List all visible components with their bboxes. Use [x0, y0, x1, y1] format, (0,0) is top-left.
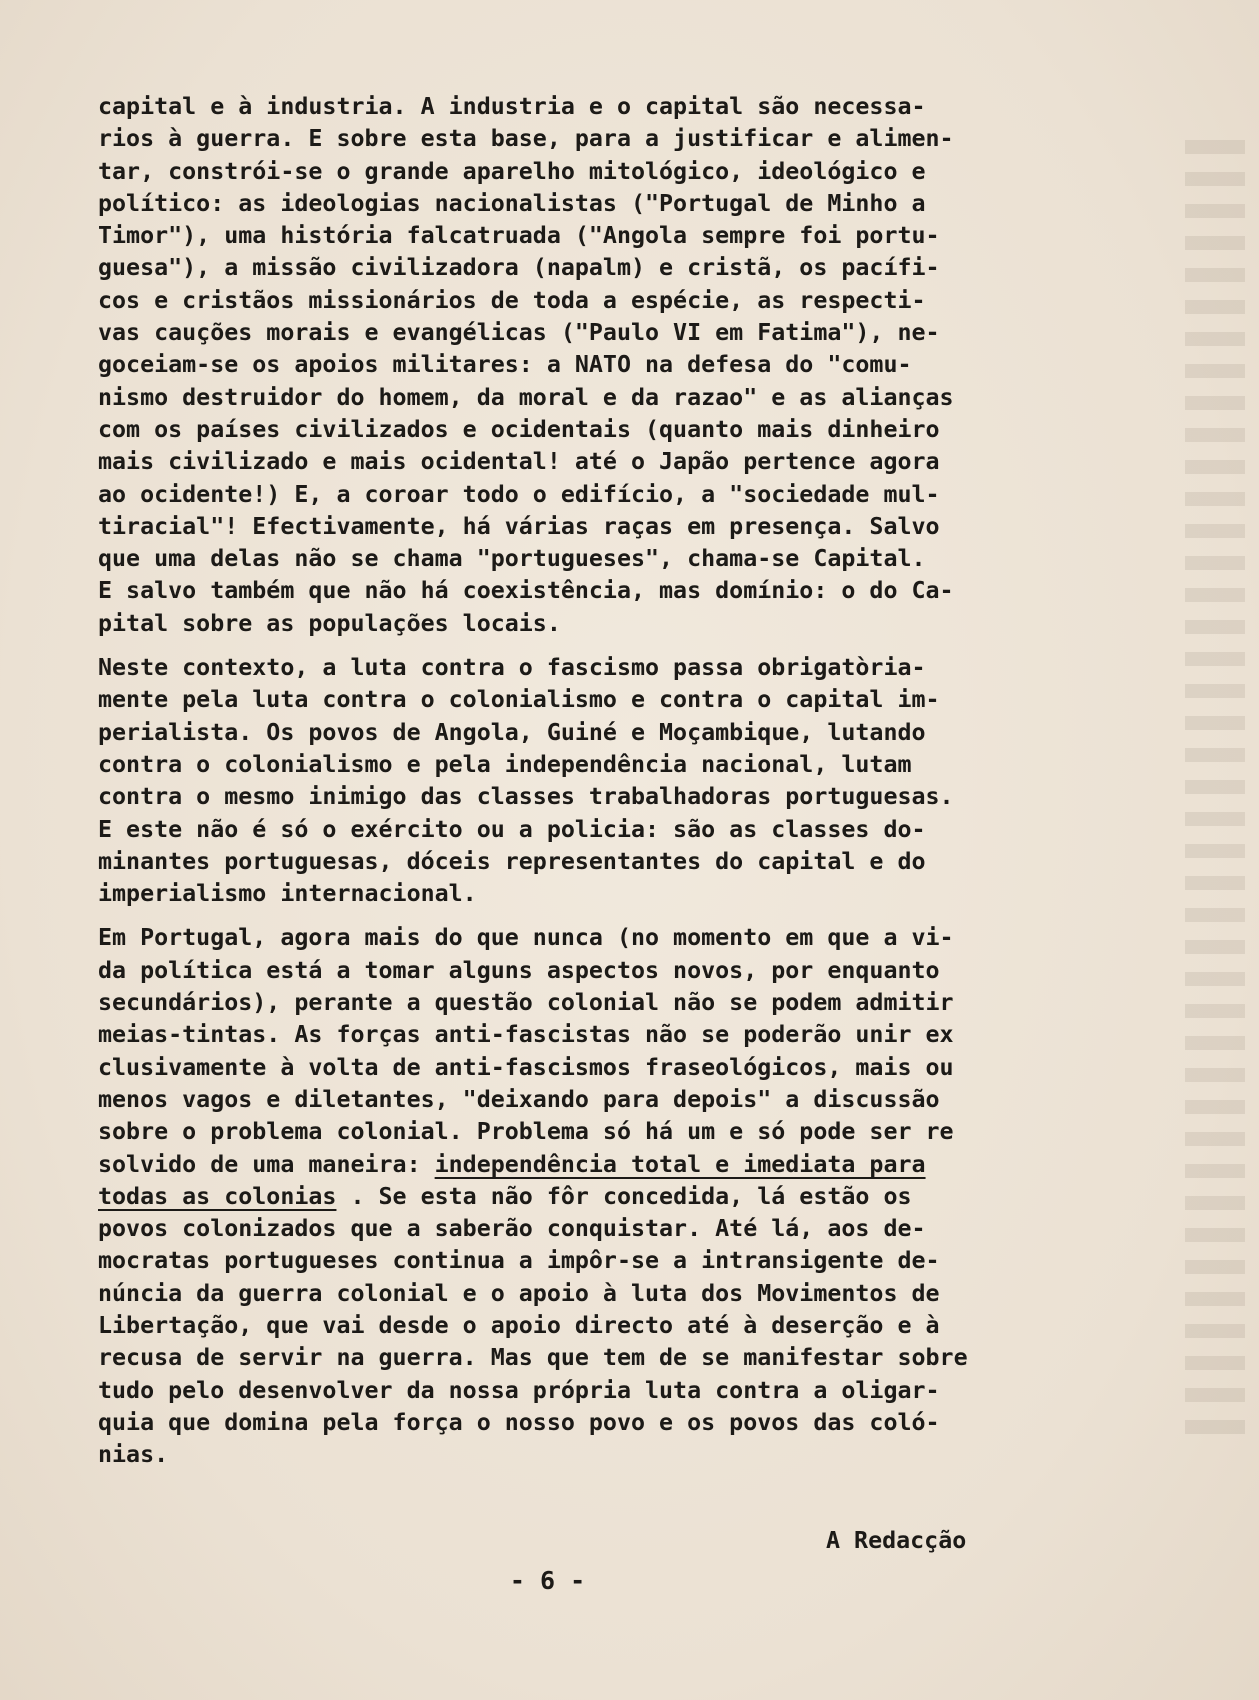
text-line: político: as ideologias nacionalistas ("Portugal de Minho a [98, 189, 926, 217]
text-line: imperialismo internacional. [98, 880, 477, 908]
text-line: que uma delas não se chama "portugueses", chama-se Capital. [98, 545, 926, 573]
text-line: quia que domina pela força o nosso povo e os povos das coló- [98, 1408, 940, 1436]
text-line: clusivamente à volta de anti-fascismos fraseológicos, mais ou [98, 1053, 954, 1081]
text-line: núncia da guerra colonial e o apoio à luta dos Movimentos de [98, 1279, 940, 1307]
text-line: E este não é só o exército ou a policia: são as classes do- [98, 815, 926, 843]
text-line: Neste contexto, a luta contra o fascismo passa obrigatòria- [98, 654, 926, 682]
text-line: Libertação, que vai desde o apoio directo até à deserção e à [98, 1311, 940, 1339]
text-line [98, 1181, 1128, 1213]
text-line: rios à guerra. E sobre esta base, para a justificar e alimen- [98, 125, 954, 153]
paragraph-2 [98, 652, 1128, 910]
text-line [98, 1149, 1128, 1181]
article-body [98, 91, 1128, 1471]
text-line: Timor"), uma história falcatruada ("Angola sempre foi portu- [98, 222, 940, 250]
underlined-phrase: independência total e imediata para [434, 1150, 926, 1178]
text-line: cos e cristãos missionários de toda a espécie, as respecti- [98, 286, 926, 314]
paragraph-3 [98, 922, 1128, 1471]
signature: A Redacção [826, 1527, 967, 1554]
bleed-through-text [1185, 140, 1245, 1440]
text-line: goceiam-se os apoios militares: a NATO na defesa do "comu- [98, 351, 912, 379]
text-line: mais civilizado e mais ocidental! até o Japão pertence agora [98, 448, 940, 476]
text-line: guesa"), a missão civilizadora (napalm) e cristã, os pacífi- [98, 254, 940, 282]
text-line: E salvo também que não há coexistência, mas domínio: o do Ca- [98, 577, 954, 605]
text-line: sobre o problema colonial. Problema só há um e só pode ser re [98, 1118, 954, 1146]
text-line: da política está a tomar alguns aspectos novos, por enquanto [98, 956, 940, 984]
text-line: mente pela luta contra o colonialismo e contra o capital im- [98, 686, 940, 714]
text-line: com os países civilizados e ocidentais (quanto mais dinheiro [98, 415, 940, 443]
text-line: minantes portuguesas, dóceis representantes do capital e do [98, 847, 926, 875]
text-line: capital e à industria. A industria e o capital são necessa- [98, 93, 926, 120]
text-line: contra o colonialismo e pela independência nacional, lutam [98, 750, 912, 778]
text-line: secundários), perante a questão colonial não se podem admitir [98, 989, 954, 1017]
text-line: meias-tintas. As forças anti-fascistas não se poderão unir ex [98, 1021, 954, 1049]
text-line: menos vagos e diletantes, "deixando para depois" a discussão [98, 1085, 940, 1113]
page-number: - 6 - [509, 1566, 586, 1595]
paragraph-1 [98, 91, 1128, 640]
text-line: tar, constrói-se o grande aparelho mitológico, ideológico e [98, 157, 926, 185]
text-line: mocratas portugueses continua a impôr-se a intransigente de- [98, 1247, 940, 1275]
text-line: tudo pelo desenvolver da nossa própria luta contra a oligar- [98, 1376, 940, 1404]
underlined-phrase: todas as colonias [98, 1182, 337, 1210]
text-line: vas cauções morais e evangélicas ("Paulo VI em Fatima"), ne- [98, 319, 940, 347]
text-line: nismo destruidor do homem, da moral e da razao" e as alianças [98, 383, 954, 411]
text-segment: . Se esta não fôr concedida, lá estão os [336, 1182, 912, 1210]
text-line: ao ocidente!) E, a coroar todo o edifício, a "sociedade mul- [98, 480, 940, 508]
text-line: contra o mesmo inimigo das classes trabalhadoras portuguesas. [98, 783, 954, 811]
text-line: tiracial"! Efectivamente, há várias raças em presença. Salvo [98, 512, 940, 540]
text-line: nias. [98, 1441, 169, 1469]
text-line: Em Portugal, agora mais do que nunca (no momento em que a vi- [98, 924, 954, 952]
text-line: perialista. Os povos de Angola, Guiné e Moçambique, lutando [98, 718, 926, 746]
text-line: povos colonizados que a saberão conquistar. Até lá, aos de- [98, 1215, 926, 1243]
text-line: recusa de servir na guerra. Mas que tem de se manifestar sobre [98, 1344, 968, 1372]
text-segment: solvido de uma maneira: [98, 1150, 435, 1178]
text-line: pital sobre as populações locais. [98, 609, 561, 637]
